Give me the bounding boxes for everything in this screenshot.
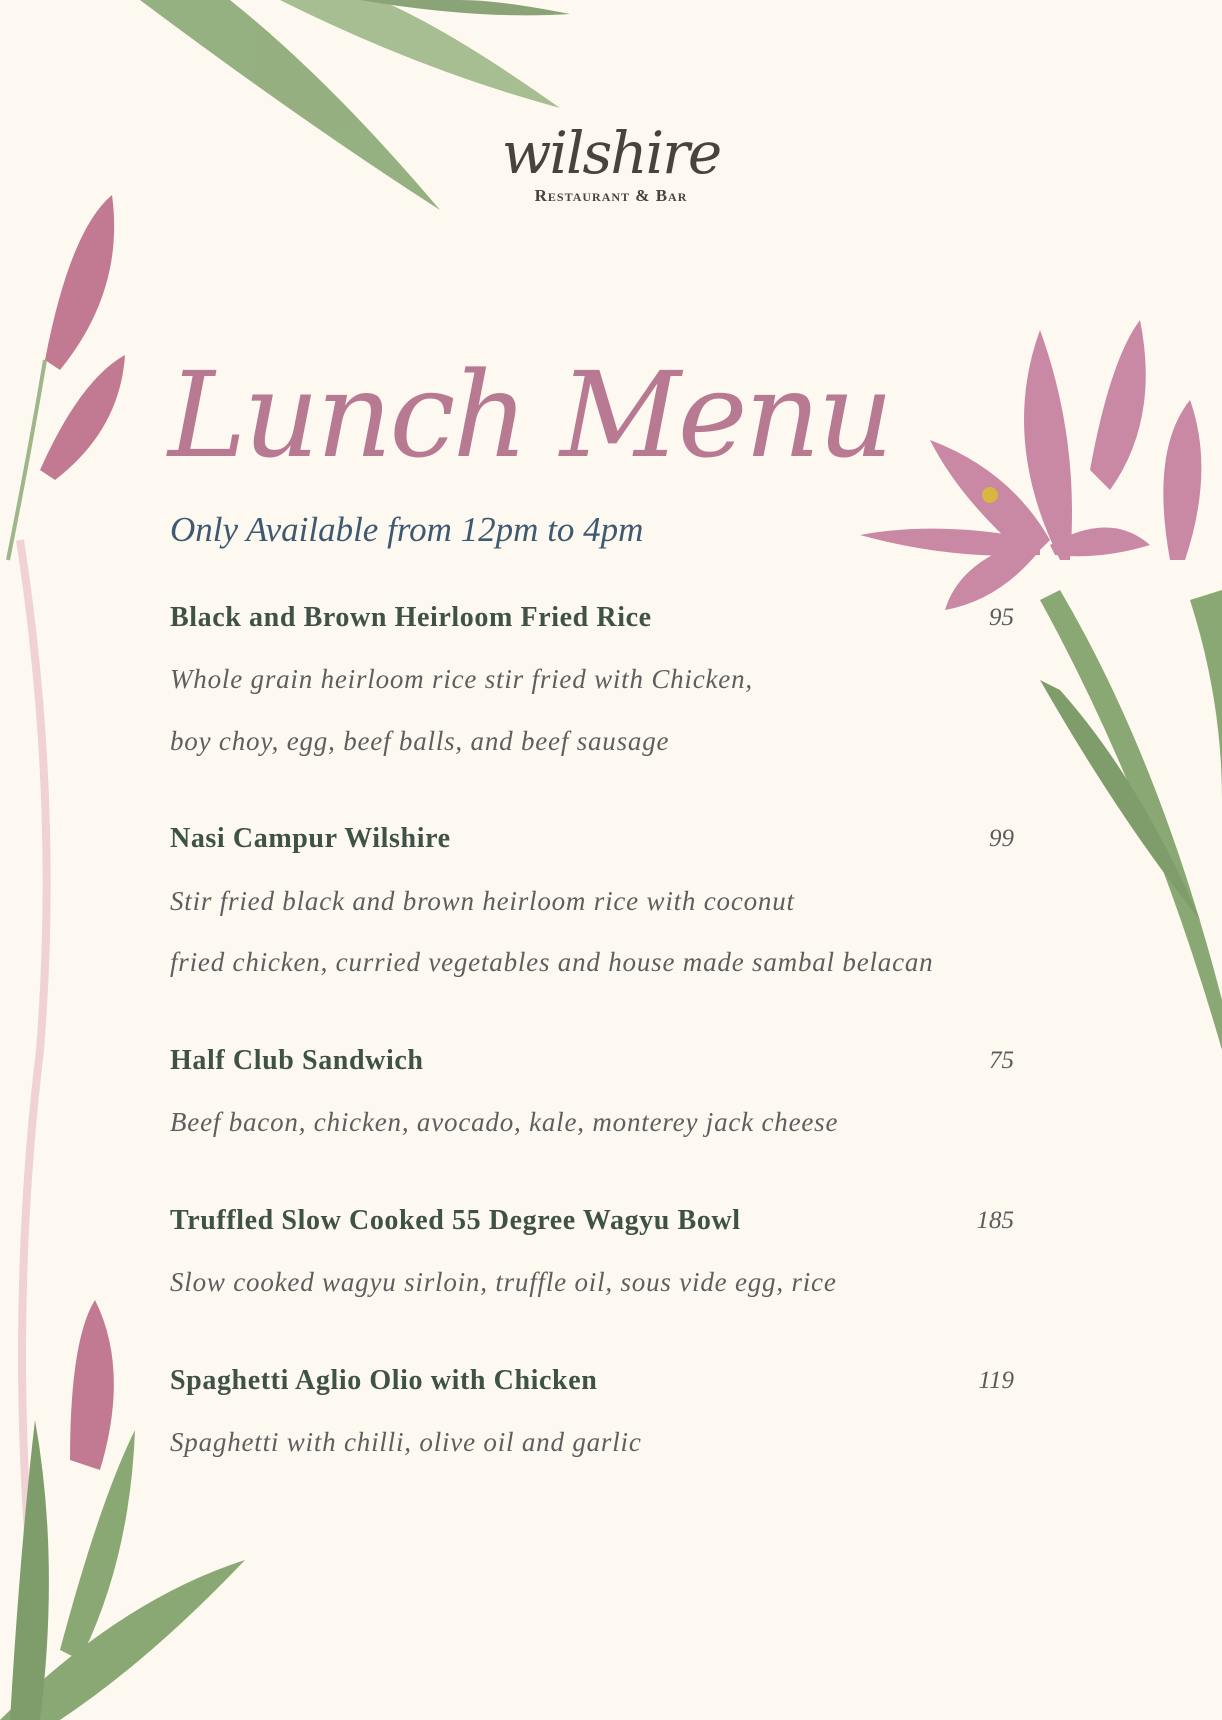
item-description: fried chicken, curried vegetables and house made sambal belacan	[170, 947, 934, 977]
item-price: 95	[989, 604, 1014, 631]
item-name: Spaghetti Aglio Olio with Chicken	[170, 1365, 598, 1396]
item-price: 75	[989, 1047, 1014, 1074]
item-description: Beef bacon, chicken, avocado, kale, monterey jack cheese	[170, 1107, 839, 1137]
menu-availability: Only Available from 12pm to 4pm	[170, 510, 644, 549]
stem-left-icon	[20, 540, 47, 1560]
menu-title: Lunch Menu	[168, 346, 891, 484]
item-description: Whole grain heirloom rice stir fried with Chicken,	[170, 664, 753, 694]
item-name: Black and Brown Heirloom Fried Rice	[170, 602, 652, 633]
leaf-bottom-left-icon	[0, 1300, 245, 1720]
item-description: Stir fried black and brown heirloom rice with coconut	[170, 886, 795, 916]
logo-subtitle: Restaurant & Bar	[534, 186, 688, 205]
item-price: 99	[989, 825, 1014, 852]
flower-right-icon	[860, 320, 1222, 1050]
restaurant-logo	[0, 118, 1222, 206]
item-description: Slow cooked wagyu sirloin, truffle oil, sous vide egg, rice	[170, 1267, 837, 1297]
bud-left-icon	[8, 195, 125, 560]
item-name: Truffled Slow Cooked 55 Degree Wagyu Bowl	[170, 1205, 741, 1236]
item-description: Spaghetti with chilli, olive oil and garlic	[170, 1427, 642, 1457]
item-price: 119	[978, 1367, 1014, 1394]
item-price: 185	[976, 1207, 1014, 1234]
item-name: Nasi Campur Wilshire	[170, 823, 451, 854]
item-name: Half Club Sandwich	[170, 1045, 424, 1076]
logo-wordmark: wilshire	[501, 119, 721, 187]
item-description: boy choy, egg, beef balls, and beef sausage	[170, 726, 670, 756]
